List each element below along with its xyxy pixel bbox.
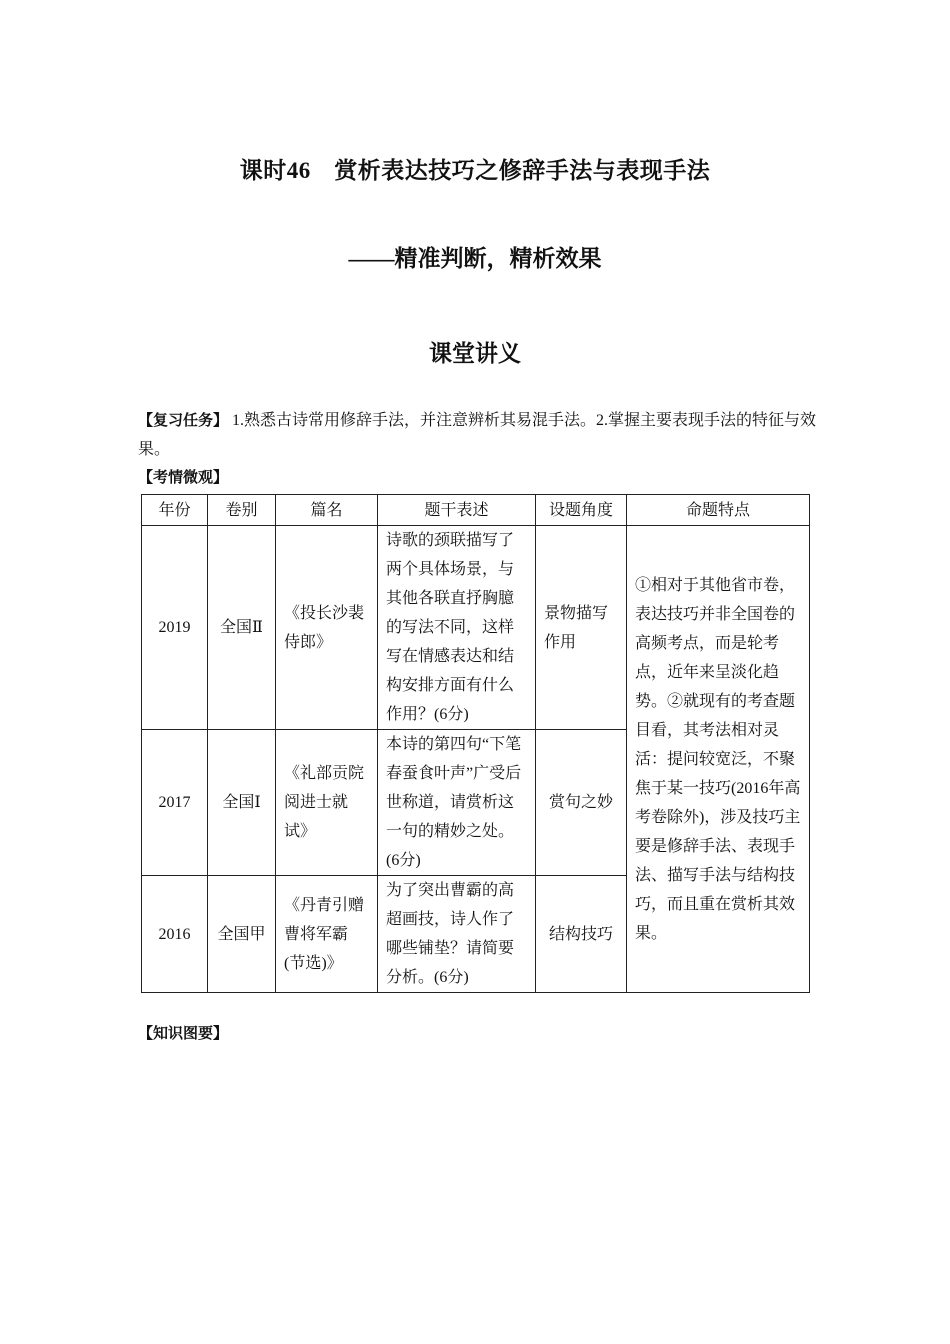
row-paper: 全国甲 <box>208 876 276 993</box>
review-task-text: 1.熟悉古诗常用修辞手法，并注意辨析其易混手法。2.掌握主要表现手法的特征与效果。 <box>138 412 817 458</box>
review-task <box>138 406 818 464</box>
row-paper: 全国Ⅱ <box>208 526 276 730</box>
row-title: 《礼部贡院阅进士就试》 <box>276 730 378 876</box>
row-question: 为了突出曹霸的高超画技，诗人作了哪些铺垫？请简要分析。(6分) <box>378 876 536 993</box>
row-angle: 结构技巧 <box>536 876 627 993</box>
column-header-title: 篇名 <box>276 495 378 526</box>
review-task-label: 【复习任务】 <box>138 411 229 429</box>
features-cell: ①相对于其他省市卷，表达技巧并非全国卷的高频考点，而是轮考点，近年来呈淡化趋势。②就现有的考查题目看，其考法相对灵活：提问较宽泛，不聚焦于某一技巧(2016年高考卷除外)，涉及技巧主要是修辞手法、表现手法、描写手法与结构技巧，而且重在赏析其效果。 <box>627 526 810 993</box>
section-heading: 课堂讲义 <box>429 341 521 366</box>
row-title: 《丹青引赠曹将军霸(节选)》 <box>276 876 378 993</box>
column-header-paper: 卷别 <box>208 495 276 526</box>
row-paper: 全国Ⅰ <box>208 730 276 876</box>
table-row <box>142 526 810 730</box>
row-year: 2016 <box>142 876 208 993</box>
column-header-features: 命题特点 <box>627 495 810 526</box>
knowledge-map-label: 【知识图要】 <box>138 1024 229 1042</box>
exam-overview-label: 【考情微观】 <box>138 468 229 486</box>
lesson-title: 课时46 赏析表达技巧之修辞手法与表现手法 <box>239 158 711 183</box>
row-angle: 景物描写作用 <box>536 526 627 730</box>
column-header-year: 年份 <box>142 495 208 526</box>
row-year: 2017 <box>142 730 208 876</box>
row-angle: 赏句之妙 <box>536 730 627 876</box>
row-question: 本诗的第四句“下笔春蚕食叶声”广受后世称道，请赏析这一句的精妙之处。(6分) <box>378 730 536 876</box>
exam-overview-table <box>141 494 810 993</box>
lesson-subtitle: ——精准判断，精析效果 <box>348 246 602 271</box>
column-header-question: 题干表述 <box>378 495 536 526</box>
row-year: 2019 <box>142 526 208 730</box>
row-question: 诗歌的颈联描写了两个具体场景，与其他各联直抒胸臆的写法不同，这样写在情感表达和结构安排方面有什么作用？(6分) <box>378 526 536 730</box>
table-header-row <box>142 495 810 526</box>
column-header-angle: 设题角度 <box>536 495 627 526</box>
row-title: 《投长沙裴侍郎》 <box>276 526 378 730</box>
